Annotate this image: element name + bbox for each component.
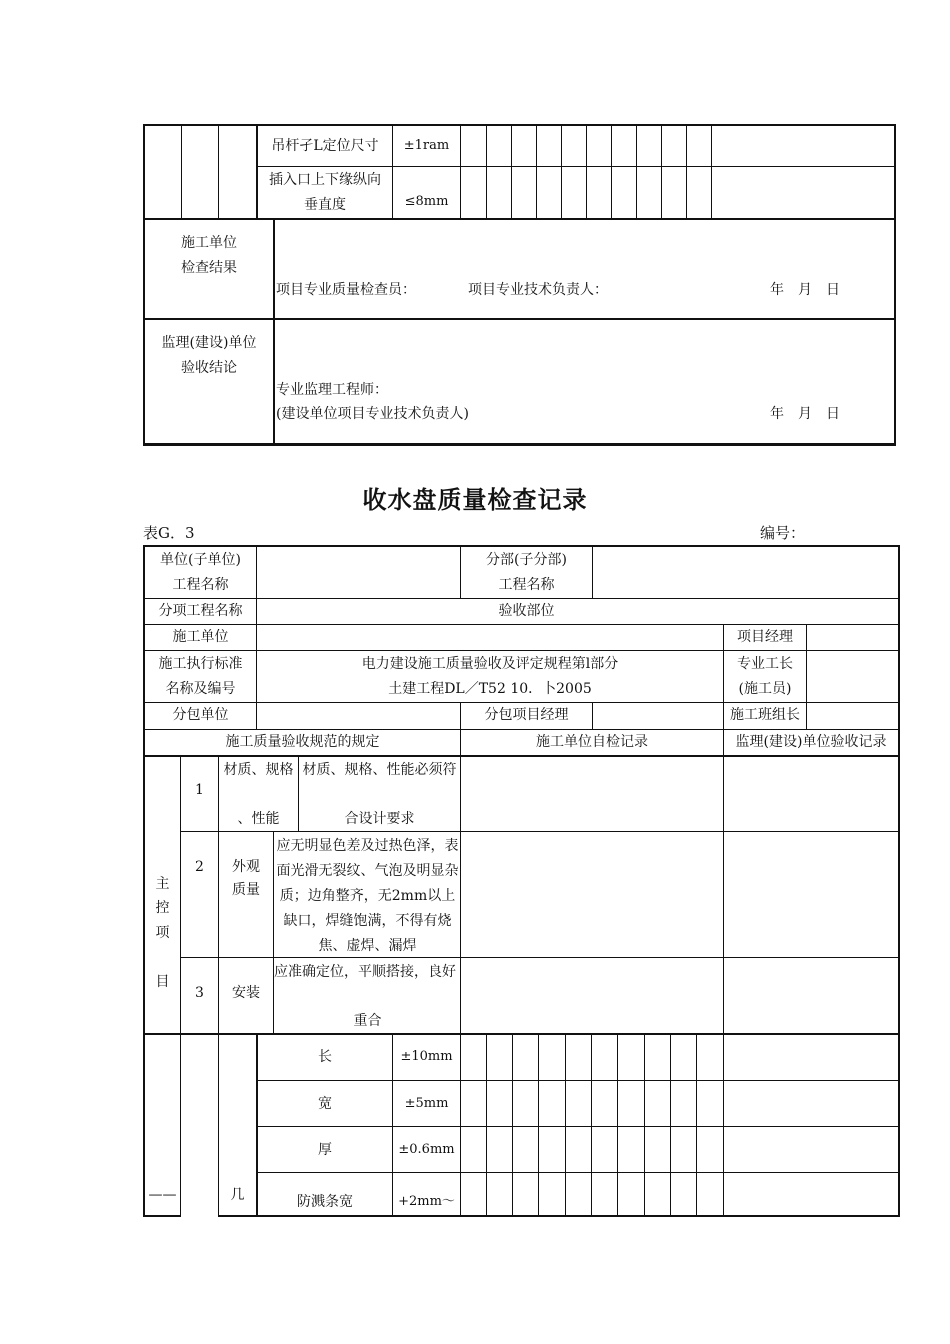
top-row1-tolerance: ±1ram [403,138,450,153]
owner-lead-label: (建设单位项目专业技术负责人) [276,406,469,422]
main-group-char-4: 目 [155,974,170,990]
top-row1-item: 吊杆孑L定位尺寸 [271,138,379,154]
main-item-1-name-1: 材质、规格 [223,762,294,778]
supervision-label-1: 监理(建设)单位 [161,335,257,351]
construction-result-date: 年 月 日 [770,282,840,298]
main-item-3-req-2: 重合 [353,1013,382,1029]
top-row2-tolerance: ≤8mm [404,194,449,209]
subcontractor-label: 分包单位 [172,707,229,723]
main-item-2-name-1: 外观 [232,859,260,875]
form-code: 表G．3 [143,524,195,542]
unit-name-label-1: 单位(子单位) [160,552,241,568]
general-item-4: 防溅条宽 [297,1194,353,1210]
general-item-4-tolerance: +2mm～ [398,1194,455,1209]
unit-name-label-2: 工程名称 [172,577,229,593]
column-spec: 施工质量验收规范的规定 [225,734,380,750]
general-item-1: 长 [318,1049,332,1065]
quality-inspector-label: 项目专业质量检查员： [276,282,416,298]
top-row2-item-line1: 插入口上下缘纵向 [269,172,381,188]
division-label-2: 工程名称 [498,577,555,593]
standard-value-1: 电力建设施工质量验收及评定规程第l部分 [361,656,619,672]
construction-result-label-2: 检查结果 [181,260,237,276]
main-item-1-req-1: 材质、规格、性能必须符 [302,762,457,778]
general-sub-mark: 几 [230,1187,245,1203]
column-supervision: 监理(建设)单位验收记录 [735,734,887,750]
main-item-1-req-2: 合设计要求 [344,811,415,827]
general-item-2: 宽 [318,1096,332,1112]
main-item-1-name-2: 、性能 [237,811,280,827]
main-item-2-name-2: 质量 [232,882,260,898]
general-group-mark: —— [148,1187,177,1203]
general-item-1-tolerance: ±10mm [400,1049,453,1064]
supervision-label-2: 验收结论 [181,360,237,376]
main-item-2-no: 2 [195,859,204,875]
acceptance-part-label: 验收部位 [498,603,555,619]
foreman-label-1: 专业工长 [737,656,793,672]
standard-value-2: 土建工程DL／T52 10．卜2005 [388,681,592,697]
main-item-2-req: 应无明显色差及过热色泽，表面光滑无裂纹、气泡及明显杂质；边角整齐，无2mm以上缺口，焊缝饱满，不得有烧焦、虚焊、漏焊 [276,838,459,954]
general-item-3: 厚 [318,1142,332,1158]
serial-label: 编号： [760,524,806,542]
supervision-engineer-label: 专业监理工程师： [276,382,388,398]
column-self-check: 施工单位自检记录 [536,734,648,750]
construction-unit-label: 施工单位 [172,629,229,645]
division-label-1: 分部(子分部) [486,552,567,568]
standard-label-1: 施工执行标准 [158,656,243,672]
foreman-label-2: (施工员) [738,681,792,697]
top-row2-item-line2: 垂直度 [304,197,346,213]
main-group-char-3: 项 [155,925,170,941]
main-group-char-2: 控 [155,900,170,916]
main-item-3-name: 安装 [232,985,260,1001]
supervision-date: 年 月 日 [770,406,840,422]
project-manager-label: 项目经理 [737,629,793,645]
general-item-2-tolerance: ±5mm [404,1096,449,1111]
page-title: 收水盘质量检查记录 [362,486,588,514]
sub-pm-label: 分包项目经理 [484,707,569,723]
main-item-3-req-1: 应准确定位，平顺搭接，良好 [274,964,456,980]
tech-lead-label: 项目专业技术负责人： [468,282,608,298]
main-item-3-no: 3 [195,985,204,1001]
standard-label-2: 名称及编号 [165,681,236,697]
subitem-name-label: 分项工程名称 [158,603,243,619]
general-item-3-tolerance: ±0.6mm [398,1142,455,1157]
construction-result-label-1: 施工单位 [181,235,237,251]
main-item-1-no: 1 [195,782,204,798]
main-group-char-1: 主 [155,876,170,892]
team-leader-label: 施工班组长 [730,707,800,723]
